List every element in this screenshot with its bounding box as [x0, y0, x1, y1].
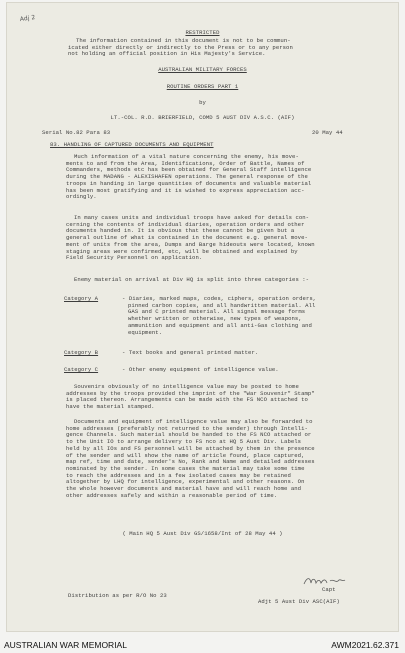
- text-line: Much information of a vital nature concerning the enemy, his move-: [74, 153, 299, 160]
- orders-title: ROUTINE ORDERS PART 1: [166, 83, 239, 90]
- text-line: held by all IOs and FS personnel will be attached by them in the presence: [66, 444, 315, 452]
- text-line: - Diaries, marked maps, codes, ciphers, operation orders,: [122, 295, 317, 302]
- text-line: to reach the addresses and in a few isolated cases may be retained: [66, 471, 291, 479]
- text-line: Field Security Personnel on application.: [66, 254, 203, 262]
- category-c-description: - Other enemy equipment of intelligence value.: [122, 366, 279, 373]
- text-line: staging areas were confirmed, etc, will be obtained and explained by: [66, 247, 298, 255]
- paragraph-1: [66, 154, 366, 201]
- author-line: LT.-COL. R.D. BRIERFIELD, COMD 5 AUST DIV A.S.C. (AIF): [110, 114, 295, 121]
- handwritten-corner-note: Adj 2: [19, 13, 36, 24]
- text-line: equipment.: [128, 328, 163, 336]
- restriction-notice: [68, 38, 368, 58]
- text-line: is placed thereon. Arrangements can be made with the FS NCO attached to: [66, 396, 308, 404]
- category-b-description: - Text books and general printed matter.: [122, 349, 259, 356]
- text-line: addresses by the troops provided the imprint of the "War Souvenir" Stamp": [66, 389, 315, 397]
- text-line: nominated by the sender. In some cases the material may take some time: [66, 464, 305, 472]
- by-line: by: [199, 99, 206, 106]
- category-a: [64, 296, 370, 336]
- document-page: [6, 2, 399, 632]
- text-line: gence Channels. Such material should be handed to the FS NCO attached or: [66, 431, 312, 439]
- text-line: ments to and from the Area, Identifications, Order of Battle, Names of: [66, 159, 305, 167]
- text-line: Souvenirs obviously of no intelligence value may be posted to home: [74, 383, 299, 390]
- text-line: cerning the contents of individual diaries, operation orders and other: [66, 220, 305, 228]
- text-line: general outline of what is contained in the document e.g. general move-: [66, 234, 308, 242]
- text-line: other addresses safely and within a reasonable period of time.: [66, 491, 278, 499]
- text-line: during the MADANG - ALEXISHAFEN operations. The general response of the: [66, 173, 308, 181]
- force-heading: AUSTRALIAN MILITARY FORCES: [158, 66, 247, 73]
- text-line: documents handed in. It is obvious that these cannot be given but a: [66, 227, 295, 235]
- paragraph-5: [66, 419, 366, 499]
- serial-number: Serial No.82 Para 83: [42, 129, 111, 136]
- reference-line: ( Main HQ 5 Aust Div GS/1658/Int of 28 May 44 ): [122, 530, 283, 537]
- paragraph-4: [66, 384, 366, 411]
- text-line: ment of units from the area, Dumps and Barge hideouts were located, known: [66, 240, 315, 248]
- text-line: has been most gratifying and it is wished to express appreciation acc-: [66, 186, 305, 194]
- text-line: ordingly.: [66, 193, 97, 201]
- paragraph-2: [66, 215, 366, 262]
- text-line: altogether by LHQ for intelligence, experimental and other reasons. On: [66, 478, 305, 486]
- text-line: Commanders, methods etc has been obtained for General Staff intelligence: [66, 166, 312, 174]
- order-date: 20 May 44: [312, 129, 343, 136]
- text-line: Documents and equipment of intelligence value may also be forwarded to: [74, 418, 313, 425]
- text-line: have the material stamped.: [66, 403, 155, 411]
- text-line: the whole however documents and material have and will reach home and: [66, 485, 302, 493]
- category-b: [64, 350, 370, 357]
- category-c: [64, 367, 370, 374]
- distribution-line: Distribution as per R/O No 23: [68, 592, 167, 599]
- text-line: ammunition and equipment and all anti-Gas clothing and: [128, 321, 312, 329]
- restricted-heading: RESTRICTED: [185, 29, 220, 36]
- category-a-description: [122, 296, 370, 336]
- institution-name: AUSTRALIAN WAR MEMORIAL: [4, 640, 127, 650]
- signature-title: Adjt 5 Aust Div ASC(AIF): [258, 598, 340, 605]
- text-line: home addresses (preferably not returned to the sender) through Intelli-: [66, 424, 308, 432]
- category-a-label: Category A: [64, 295, 99, 302]
- category-c-label: Category C: [64, 366, 99, 373]
- notice-line: not holding an official position in His Majesty's Service.: [68, 50, 266, 58]
- text-line: to the Unit IO to arrange delivery to FS nco at HQ 5 Aust Div. Labels: [66, 438, 302, 446]
- notice-line: The information contained in this document is not to be commun-: [76, 37, 291, 44]
- text-line: In many cases units and individual troops have asked for details con-: [74, 214, 310, 221]
- text-line: GAS and C printed material. All signal message forms: [128, 308, 306, 316]
- notice-line: icated either directly or indirectly to the Press or to any person: [68, 43, 293, 51]
- section-heading: 83. HANDLING OF CAPTURED DOCUMENTS AND EQUIPMENT: [50, 141, 214, 148]
- text-line: of the sender and will show the name of article found, place captured,: [66, 451, 305, 459]
- archive-footer: [0, 638, 405, 653]
- paragraph-3: Enemy material on arrival at Div HQ is split into three categories :-: [74, 276, 310, 283]
- text-line: troops in handing in large quantities of documents and valuable material: [66, 179, 312, 187]
- accession-number: AWM2021.62.371: [331, 640, 399, 650]
- signature-rank: Capt: [322, 586, 336, 593]
- text-line: pinned carbon copies, and all handwritten material. All: [128, 301, 316, 309]
- text-line: whether written or otherwise, new types of weapons,: [128, 315, 302, 323]
- category-b-label: Category B: [64, 349, 99, 356]
- text-line: map ref, time and date, sender's No, Rank and Name and detailed addresses: [66, 458, 315, 466]
